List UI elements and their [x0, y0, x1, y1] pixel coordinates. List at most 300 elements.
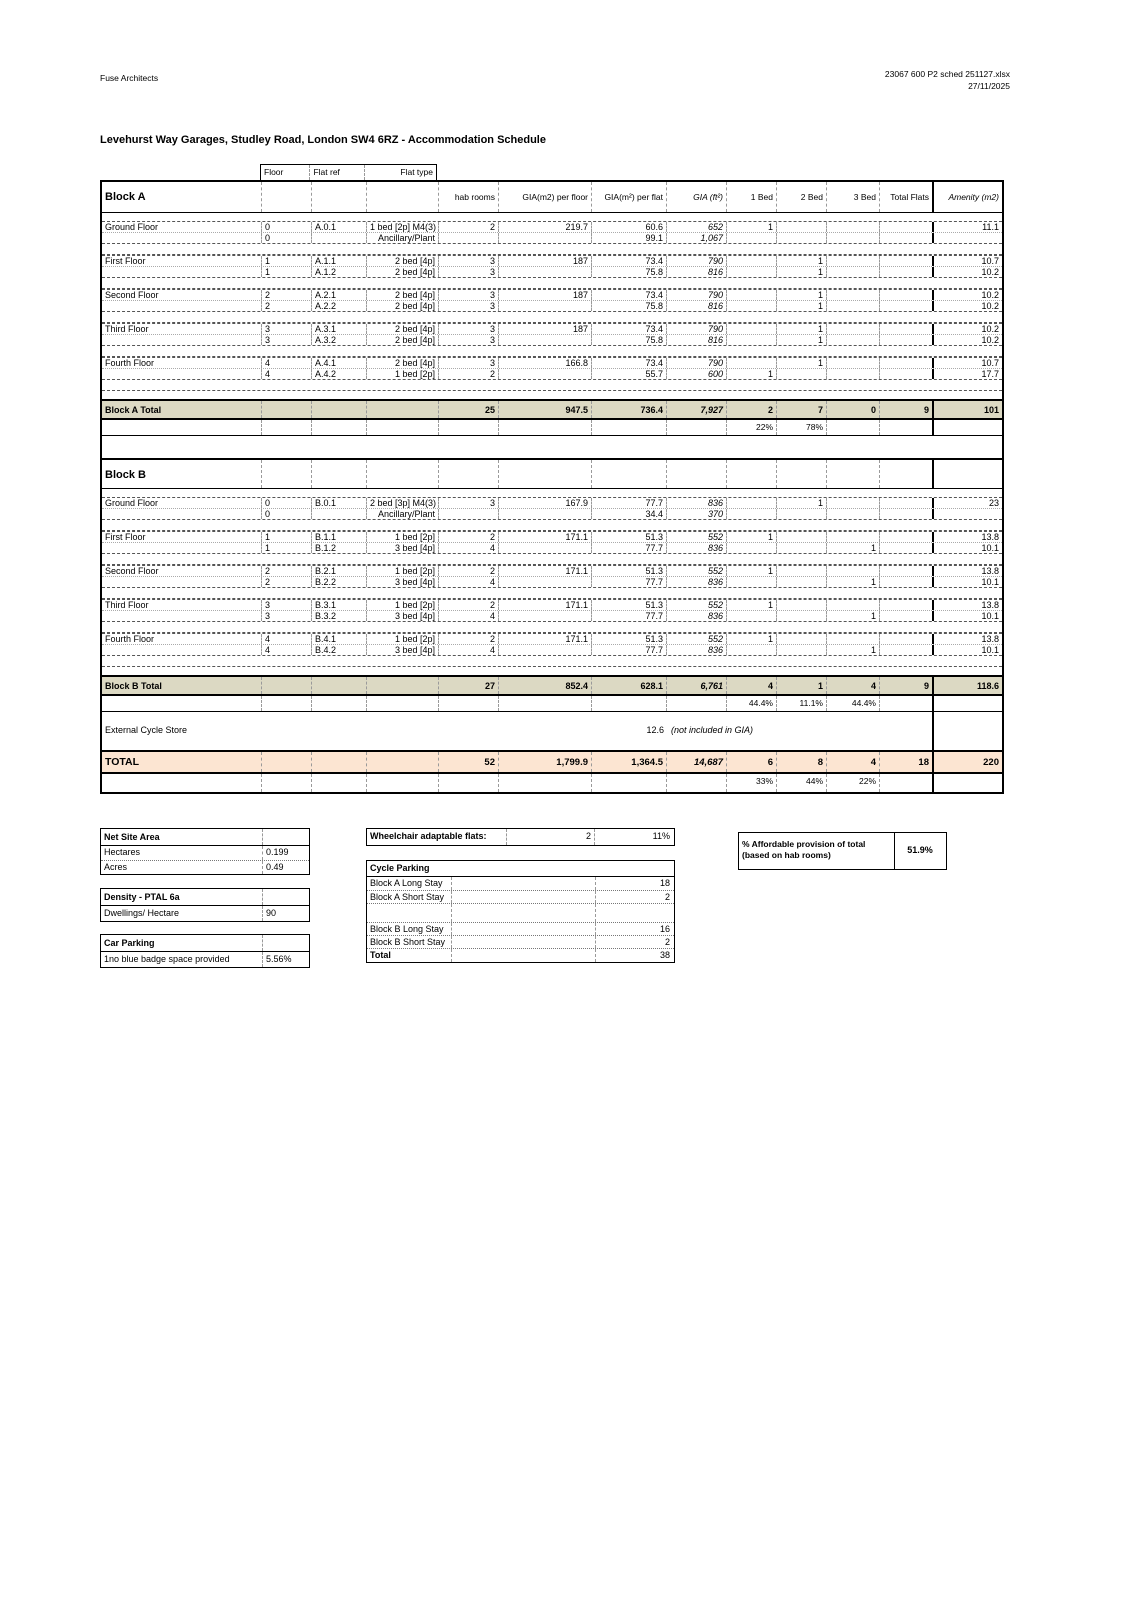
table-cell: External Cycle Store [105, 725, 188, 735]
table-cell: 1 [727, 566, 777, 576]
affordable-label-line1: % Affordable provision of total [742, 839, 866, 849]
table-cell: 1 [727, 369, 777, 379]
table-cell [312, 696, 367, 711]
table-cell: 552 [667, 532, 727, 542]
table-cell: 3 [439, 358, 499, 368]
grand-total-row [102, 750, 1002, 774]
header-date: 27/11/2025 [968, 81, 1010, 91]
table-cell: 77.7 [592, 645, 667, 655]
table-cell [827, 222, 880, 232]
table-cell [727, 290, 777, 300]
table-cell: 1 [827, 611, 880, 621]
table-cell: 7,927 [667, 401, 727, 418]
table-cell: 73.4 [592, 290, 667, 300]
table-cell: 3 [262, 600, 312, 610]
table-cell [880, 645, 932, 655]
table-cell: 1 [827, 645, 880, 655]
table-row [102, 553, 1002, 565]
table-row [102, 277, 1002, 289]
header-company: Fuse Architects [100, 73, 159, 83]
table-cell [727, 324, 777, 334]
table-row [367, 890, 674, 903]
table-cell: 118.6 [932, 677, 1002, 694]
table-cell: 816 [667, 335, 727, 345]
row-label: Acres [104, 862, 128, 872]
table-row [102, 391, 1002, 399]
table-cell [499, 577, 592, 587]
row-spacer [451, 923, 595, 935]
table-cell [727, 358, 777, 368]
table-cell: 3 [439, 301, 499, 311]
header-filename: 23067 600 P2 sched 251127.xlsx [884, 69, 1010, 79]
table-cell: 600 [667, 369, 727, 379]
table-row [102, 621, 1002, 633]
table-cell: Block A Total [102, 401, 262, 418]
table-cell: A.4.1 [312, 358, 367, 368]
table-row [101, 846, 309, 860]
table-cell [367, 696, 439, 711]
table-cell [827, 600, 880, 610]
table-cell: 4 [827, 677, 880, 694]
density-panel [100, 888, 310, 922]
table-cell [880, 301, 932, 311]
table-cell: 1 [727, 634, 777, 644]
table-cell [262, 677, 312, 694]
table-cell: 10.2 [932, 267, 1002, 277]
table-cell: 3 [439, 335, 499, 345]
table-cell [827, 233, 880, 243]
table-cell [932, 460, 1002, 488]
table-cell: 2 bed [4p] [367, 256, 439, 266]
table-cell [727, 498, 777, 508]
table-cell [727, 645, 777, 655]
table-cell: 2 [262, 566, 312, 576]
row-label [367, 904, 451, 922]
table-cell: B.1.1 [312, 532, 367, 542]
table-row [101, 952, 309, 967]
table-cell [667, 420, 727, 435]
table-cell: 3 Bed [827, 182, 880, 212]
table-cell [880, 233, 932, 243]
table-cell: First Floor [102, 532, 262, 542]
table-cell [880, 324, 932, 334]
table-cell [667, 696, 727, 711]
table-cell: 2 [439, 634, 499, 644]
table-cell: 3 bed [4p] [367, 543, 439, 553]
table-cell: 816 [667, 301, 727, 311]
affordable-label [739, 833, 894, 869]
table-cell: 1 [262, 543, 312, 553]
table-cell: 77.7 [592, 543, 667, 553]
table-row [102, 644, 1002, 655]
table-cell: 23 [932, 498, 1002, 508]
table-row [101, 860, 309, 874]
row-label: Dwellings/ Hectare [104, 908, 180, 918]
table-cell [827, 267, 880, 277]
affordable-label-line2: (based on hab rooms) [742, 850, 831, 860]
table-cell: 852.4 [499, 677, 592, 694]
block-b-total-row [102, 675, 1002, 696]
table-cell: 219.7 [499, 222, 592, 232]
table-row [367, 877, 674, 890]
table-cell [367, 752, 439, 772]
table-cell [102, 369, 262, 379]
table-cell: 10.7 [932, 256, 1002, 266]
table-cell [827, 290, 880, 300]
table-cell [312, 420, 367, 435]
panel-cell [262, 889, 308, 905]
table-row [102, 232, 1002, 243]
table-cell: Ancillary/Plant [367, 233, 439, 243]
table-cell: 14,687 [667, 752, 727, 772]
table-cell: 1 bed [2p] [367, 600, 439, 610]
table-cell: 75.8 [592, 267, 667, 277]
table-cell [777, 532, 827, 542]
table-cell: First Floor [102, 256, 262, 266]
table-cell: 1 [827, 577, 880, 587]
table-cell [880, 509, 932, 519]
table-cell: B.0.1 [312, 498, 367, 508]
table-row [102, 519, 1002, 531]
block-a-total-row [102, 399, 1002, 420]
table-cell: 77.7 [592, 611, 667, 621]
table-cell [880, 577, 932, 587]
table-cell [367, 460, 439, 488]
table-cell: 1 [777, 324, 827, 334]
page-title: Levehurst Way Garages, Studley Road, London SW4 6RZ - Accommodation Schedule [100, 134, 546, 146]
table-row [102, 213, 1002, 221]
table-cell [102, 335, 262, 345]
table-row [102, 368, 1002, 379]
table-cell: 3 [439, 498, 499, 508]
table-cell [880, 460, 932, 488]
table-cell: 10.2 [932, 335, 1002, 345]
table-cell: 73.4 [592, 358, 667, 368]
table-row [102, 542, 1002, 553]
table-cell [777, 369, 827, 379]
table-cell: 1 [777, 335, 827, 345]
table-cell: B.2.2 [312, 577, 367, 587]
table-cell: 51.3 [592, 600, 667, 610]
table-cell [499, 301, 592, 311]
table-cell: 4 [262, 634, 312, 644]
table-cell: 1 [777, 498, 827, 508]
table-cell: 13.8 [932, 532, 1002, 542]
table-cell [312, 401, 367, 418]
table-cell: 736.4 [592, 401, 667, 418]
table-cell: 55.7 [592, 369, 667, 379]
table-cell [499, 460, 592, 488]
row-value: 0.199 [262, 846, 308, 860]
table-cell [499, 335, 592, 345]
table-cell [827, 634, 880, 644]
table-cell: Block B [102, 460, 262, 488]
table-cell: 2 bed [3p] M4(3) [367, 498, 439, 508]
table-row [102, 300, 1002, 311]
table-cell: GIA (ft²) [667, 182, 727, 212]
table-cell: 2 [439, 222, 499, 232]
table-cell: 4 [727, 677, 777, 694]
table-cell [827, 358, 880, 368]
table-cell: 75.8 [592, 301, 667, 311]
table-cell: 166.8 [499, 358, 592, 368]
table-cell [777, 566, 827, 576]
table-row [102, 655, 1002, 667]
table-cell: 6,761 [667, 677, 727, 694]
table-cell: 13.8 [932, 634, 1002, 644]
table-cell [777, 645, 827, 655]
table-cell [499, 611, 592, 621]
table-cell: Block A [102, 182, 262, 212]
table-cell: 51.3 [592, 532, 667, 542]
table-cell: 1,067 [667, 233, 727, 243]
row-label: 1no blue badge space provided [104, 954, 230, 964]
table-cell [880, 256, 932, 266]
table-cell [439, 509, 499, 519]
table-cell: Total Flats [890, 192, 929, 202]
table-cell: 2 [727, 401, 777, 418]
table-cell: 18 [918, 757, 929, 768]
table-cell: 22% [827, 774, 880, 792]
table-cell [102, 267, 262, 277]
table-row [101, 906, 309, 921]
row-label: Block B Short Stay [370, 937, 446, 947]
table-cell: GIA(m2) per floor [499, 182, 592, 212]
table-cell [827, 301, 880, 311]
table-cell: 836 [667, 543, 727, 553]
table-cell [880, 369, 932, 379]
table-cell: A.4.2 [312, 369, 367, 379]
panel-title: Cycle Parking [370, 863, 430, 873]
table-row [102, 508, 1002, 519]
table-cell: 2 [439, 600, 499, 610]
row-spacer [451, 891, 595, 903]
table-cell: 1 bed [2p] [367, 532, 439, 542]
table-cell: 187 [499, 290, 592, 300]
block-b-percent-row [102, 696, 1002, 712]
table-cell: 1 [262, 267, 312, 277]
table-cell: Third Floor [102, 600, 262, 610]
table-cell [312, 774, 367, 792]
table-cell: 3 [439, 324, 499, 334]
table-cell [262, 712, 592, 750]
table-cell: Second Floor [102, 566, 262, 576]
table-cell: GIA(m²) per flat [592, 182, 667, 212]
table-row [367, 948, 674, 962]
row-spacer [451, 936, 595, 948]
table-cell [499, 509, 592, 519]
table-cell: 1 bed [2p] [367, 369, 439, 379]
panel-header-row [367, 861, 674, 877]
table-cell [880, 335, 932, 345]
table-cell: B.4.1 [312, 634, 367, 644]
row-label: Block A Short Stay [370, 892, 445, 902]
table-cell [499, 420, 592, 435]
table-cell: 4 [439, 611, 499, 621]
table-cell [499, 696, 592, 711]
table-cell: Fourth Floor [102, 634, 262, 644]
table-cell [727, 267, 777, 277]
table-row [102, 334, 1002, 345]
row-value: 0.49 [262, 861, 308, 874]
table-cell [499, 369, 592, 379]
table-cell [102, 233, 262, 243]
table-cell [827, 509, 880, 519]
table-cell [827, 335, 880, 345]
table-cell [777, 577, 827, 587]
table-cell [102, 420, 262, 435]
table-cell: B.3.2 [312, 611, 367, 621]
table-cell: 628.1 [592, 677, 667, 694]
row-label: Hectares [104, 847, 141, 857]
table-cell [880, 774, 932, 792]
table-cell [727, 611, 777, 621]
table-cell [727, 509, 777, 519]
table-cell: 1 [777, 358, 827, 368]
table-cell [932, 712, 1002, 750]
table-cell: 171.1 [499, 566, 592, 576]
table-row [102, 323, 1002, 334]
table-cell [102, 301, 262, 311]
table-cell [262, 420, 312, 435]
table-cell: 1 [727, 600, 777, 610]
table-cell: 2 [262, 290, 312, 300]
table-row [102, 489, 1002, 497]
table-cell: A.1.1 [312, 256, 367, 266]
table-cell: Ground Floor [102, 498, 262, 508]
table-cell: 187 [499, 324, 592, 334]
table-cell: 552 [667, 600, 727, 610]
table-cell: 2 bed [4p] [367, 290, 439, 300]
table-cell: 17.7 [932, 369, 1002, 379]
table-cell: 33% [727, 774, 777, 792]
table-cell [439, 460, 499, 488]
table-row [102, 599, 1002, 610]
grand-total-percent-row [102, 774, 1002, 792]
table-cell [932, 774, 1002, 792]
table-cell: 9 [923, 681, 929, 691]
table-cell: 1 bed [2p] [367, 634, 439, 644]
table-cell: Third Floor [102, 324, 262, 334]
table-cell [827, 498, 880, 508]
table-cell: 836 [667, 498, 727, 508]
table-cell: 4 [262, 358, 312, 368]
table-cell [777, 222, 827, 232]
table-row [102, 311, 1002, 323]
table-cell: 1 [727, 222, 777, 232]
row-spacer [451, 904, 595, 922]
table-cell: 816 [667, 267, 727, 277]
block-a-percent-row [102, 420, 1002, 436]
table-row [102, 357, 1002, 368]
table-cell [262, 460, 312, 488]
table-cell: 10.1 [932, 645, 1002, 655]
table-cell: 836 [667, 611, 727, 621]
table-row [367, 829, 674, 845]
table-cell: 3 [262, 324, 312, 334]
table-cell: 2 [262, 577, 312, 587]
preheader-flat-type: Flat type [400, 167, 433, 177]
table-cell [312, 460, 367, 488]
table-cell: 78% [777, 420, 827, 435]
table-cell [777, 543, 827, 553]
table-cell: (not included in GIA) [671, 725, 754, 735]
table-cell: 1 [262, 256, 312, 266]
table-row [367, 903, 674, 922]
table-cell [827, 420, 880, 435]
table-cell: 836 [667, 577, 727, 587]
table-cell: 4 [439, 577, 499, 587]
table-cell: 51.3 [592, 634, 667, 644]
table-cell: 1,364.5 [592, 752, 667, 772]
table-cell [827, 532, 880, 542]
table-cell: 52 [439, 752, 499, 772]
preheader-floor: Floor [261, 165, 310, 180]
table-cell [592, 460, 667, 488]
table-cell: 1 bed [2p] M4(3) [367, 222, 439, 232]
table-cell: 77.7 [592, 577, 667, 587]
table-cell [262, 696, 312, 711]
table-cell [102, 774, 262, 792]
table-cell [102, 696, 262, 711]
table-cell: 75.8 [592, 335, 667, 345]
car-parking-panel [100, 934, 310, 968]
block-b-header-row [102, 458, 1002, 489]
table-cell: B.2.1 [312, 566, 367, 576]
table-cell [880, 267, 932, 277]
table-cell: 1 [727, 532, 777, 542]
table-cell: A.2.2 [312, 301, 367, 311]
table-cell [880, 543, 932, 553]
table-cell [777, 460, 827, 488]
table-cell: 73.4 [592, 324, 667, 334]
wheelchair-count: 2 [506, 829, 594, 845]
table-cell: 3 [262, 611, 312, 621]
wheelchair-panel [366, 828, 675, 846]
table-cell [592, 774, 667, 792]
table-cell: 1,799.9 [499, 752, 592, 772]
block-a-header-row [102, 182, 1002, 213]
table-row [102, 289, 1002, 300]
table-cell [102, 509, 262, 519]
table-cell [827, 324, 880, 334]
table-cell: 2 bed [4p] [367, 324, 439, 334]
external-cycle-store-row [102, 712, 1002, 750]
table-cell: 1 [827, 543, 880, 553]
row-value: 18 [595, 877, 673, 890]
table-cell [367, 677, 439, 694]
table-cell: Fourth Floor [102, 358, 262, 368]
table-cell: 10.2 [932, 301, 1002, 311]
table-cell: B.3.1 [312, 600, 367, 610]
table-row [102, 266, 1002, 277]
table-cell [727, 543, 777, 553]
row-spacer [451, 877, 595, 890]
table-row [102, 531, 1002, 542]
table-cell [102, 645, 262, 655]
table-cell [312, 752, 367, 772]
table-cell [880, 498, 932, 508]
row-value: 5.56% [262, 952, 308, 967]
table-cell: 1 [777, 677, 827, 694]
table-cell: 171.1 [499, 634, 592, 644]
table-cell: 10.1 [932, 611, 1002, 621]
table-row [102, 633, 1002, 644]
table-cell [727, 335, 777, 345]
table-cell [777, 634, 827, 644]
table-cell: 0 [262, 509, 312, 519]
row-label: Total [370, 950, 391, 960]
